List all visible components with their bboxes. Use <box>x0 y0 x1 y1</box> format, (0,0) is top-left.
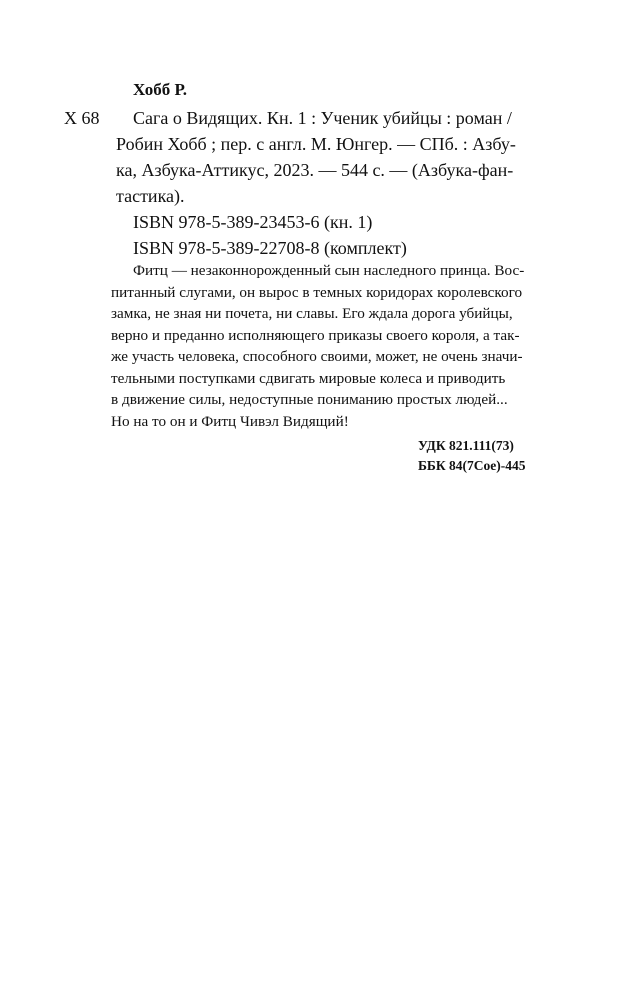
annotation-line: замка, не зная ни почета, ни славы. Его ждала дорога убийцы, <box>111 305 513 322</box>
description-line: Робин Хобб ; пер. с англ. М. Юнгер. — СПб. : Азбу- <box>116 134 516 154</box>
annotation-line: в движение силы, недоступные пониманию простых людей... <box>111 391 508 408</box>
udk-code: УДК 821.111(73) <box>418 438 514 453</box>
description-line: Сага о Видящих. Кн. 1 : Ученик убийцы : роман / <box>133 108 512 128</box>
description-line: тастика). <box>116 186 185 206</box>
annotation-line: тельными поступками сдвигать мировые колеса и приводить <box>111 369 506 387</box>
annotation-line: Но на то он и Фитц Чивэл Видящий! <box>111 412 349 430</box>
annotation-line: верно и преданно исполняющего приказы своего короля, а так- <box>111 326 520 344</box>
isbn-line: ISBN 978-5-389-23453-6 (кн. 1) <box>133 212 373 232</box>
bbk-code: ББК 84(7Сое)-445 <box>418 458 526 473</box>
author-sign: Х 68 <box>64 108 100 128</box>
isbn-line: ISBN 978-5-389-22708-8 (комплект) <box>133 238 407 258</box>
annotation-line: Фитц — незаконнорожденный сын наследного принца. Вос- <box>133 262 525 279</box>
annotation-line: же участь человека, способного своими, может, не очень значи- <box>111 348 523 365</box>
description-line: ка, Азбука-Аттикус, 2023. — 544 с. — (Азбука-фан- <box>116 160 514 180</box>
author-heading: Хобб Р. <box>133 80 188 99</box>
annotation-line: питанный слугами, он вырос в темных коридорах королевского <box>111 283 523 301</box>
